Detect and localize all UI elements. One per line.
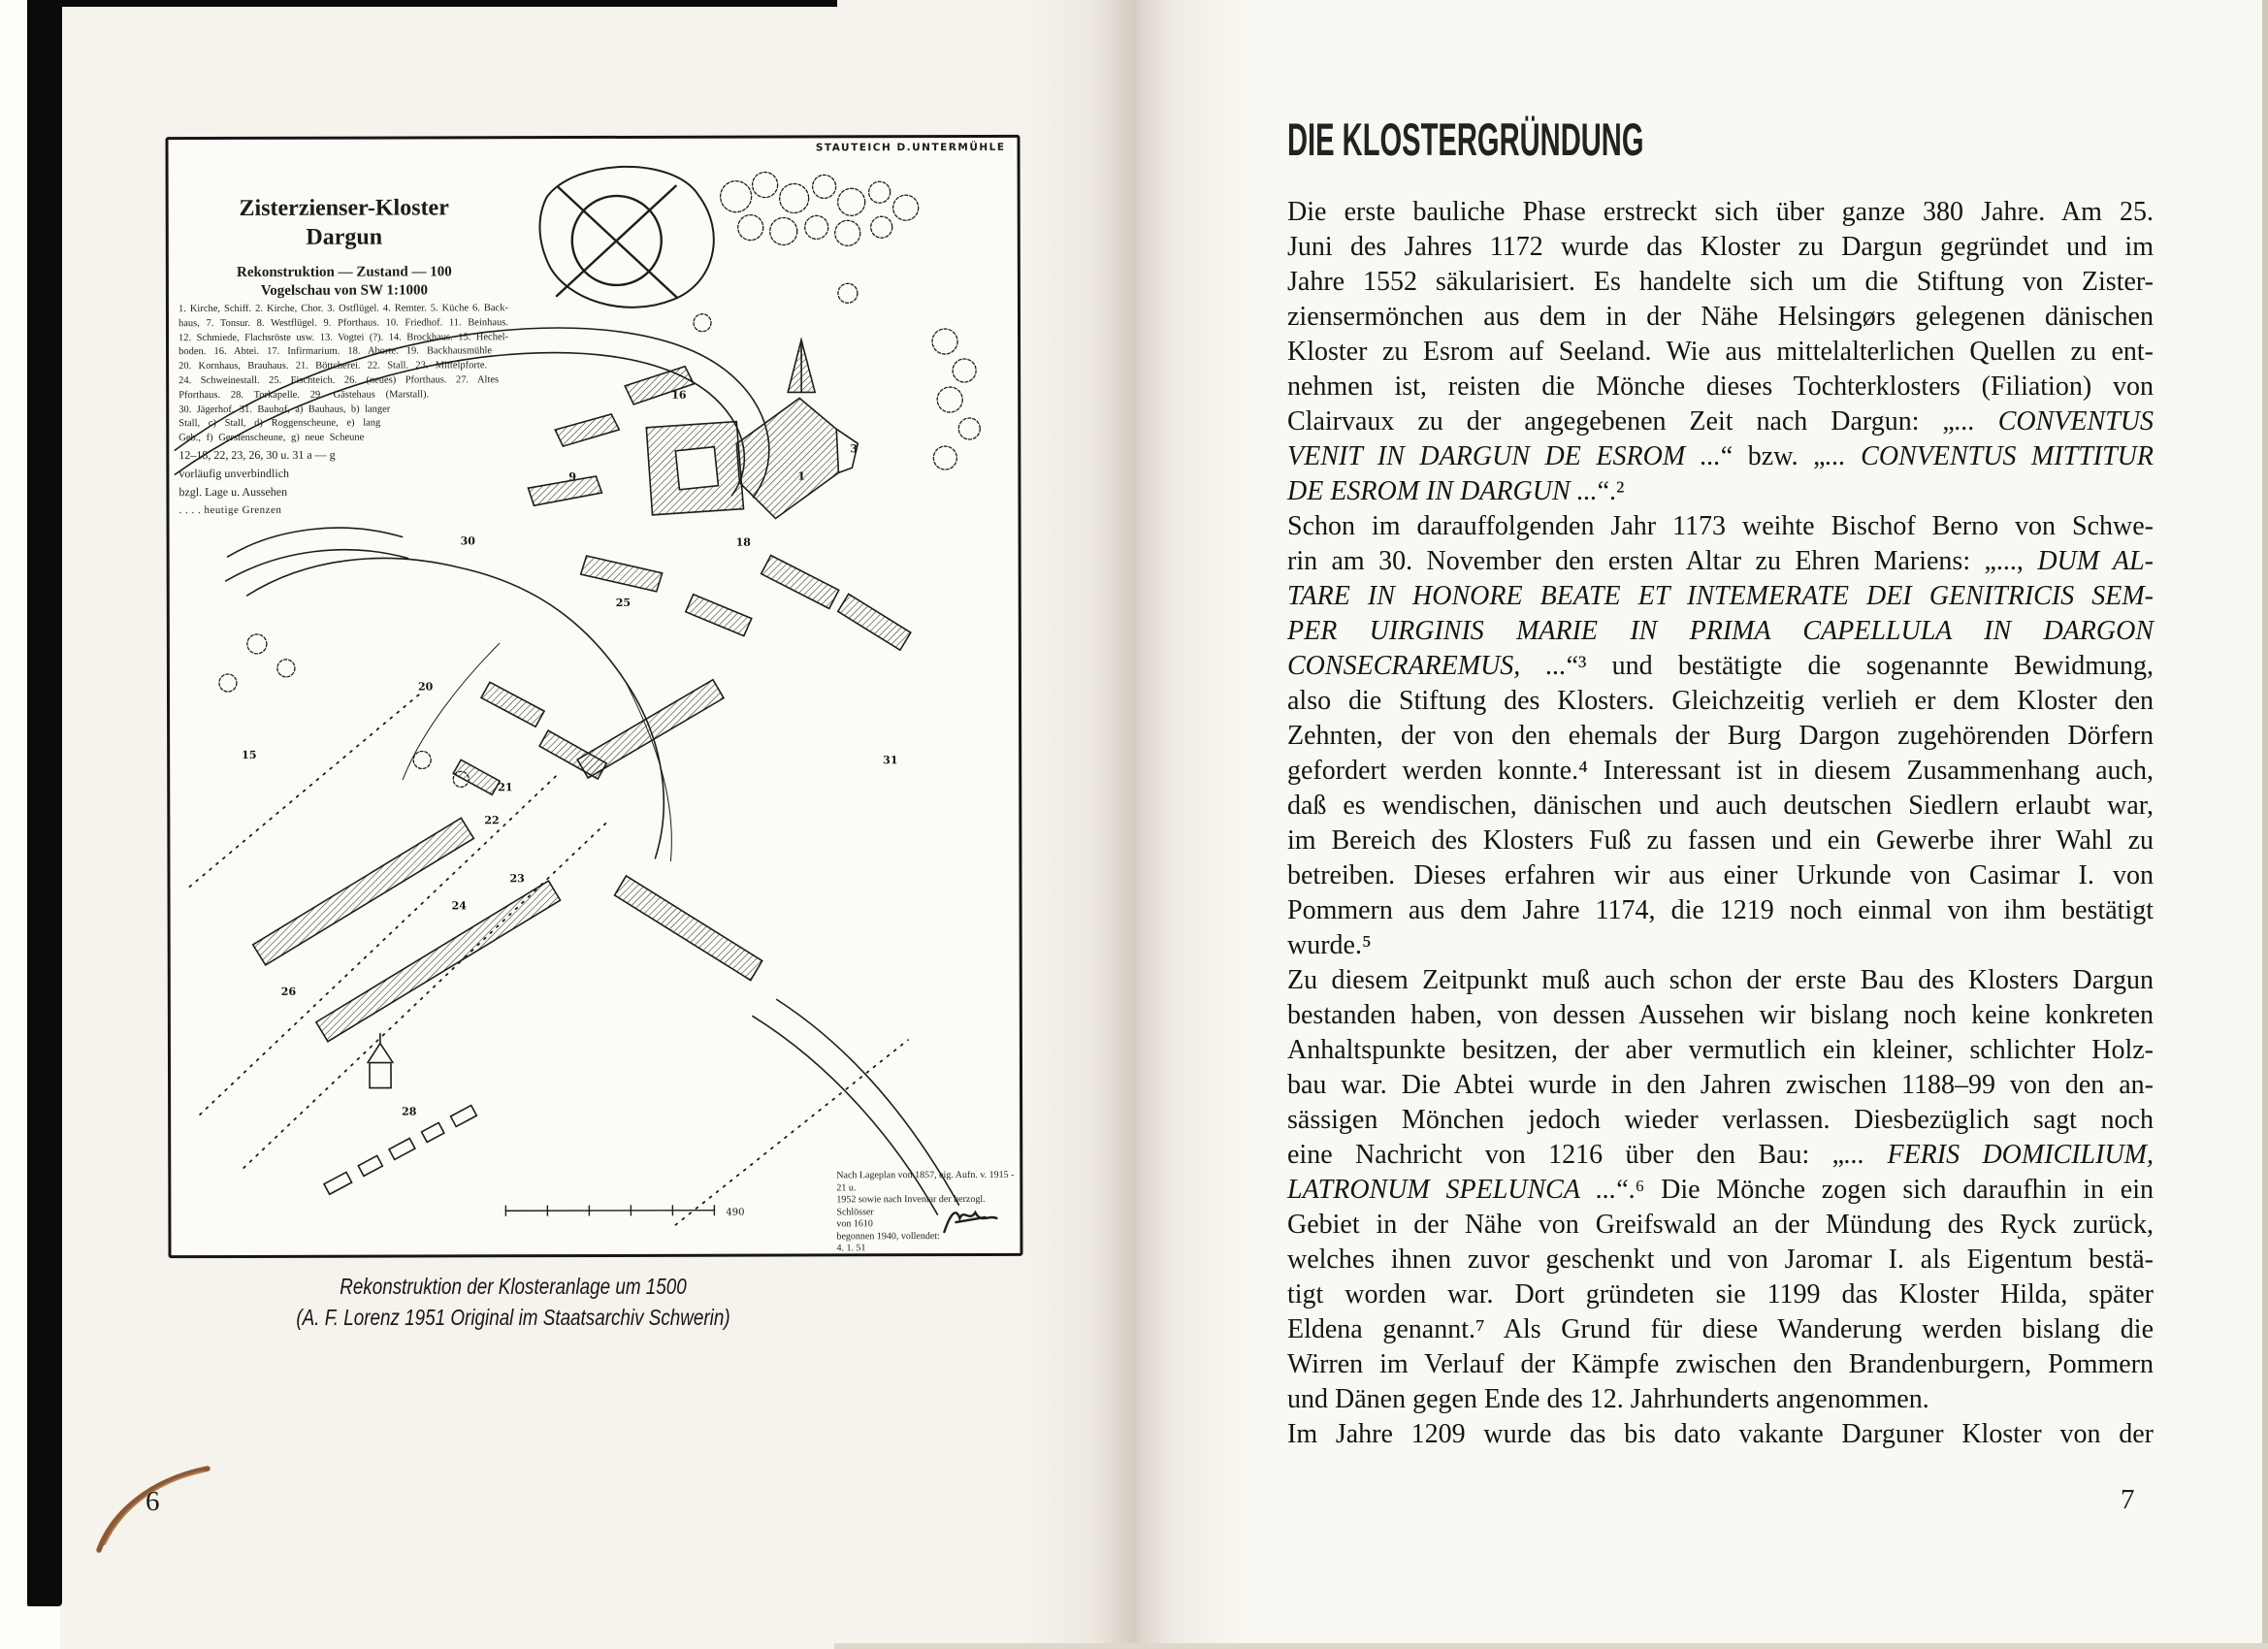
building-number: 30 <box>460 534 475 548</box>
building-number: 9 <box>568 470 577 484</box>
scan-edge-top <box>27 0 837 7</box>
source-note-line: 1952 sowie nach Inventar der herzogl. Schlösser <box>836 1193 986 1217</box>
figure-frame <box>165 135 1022 1258</box>
building-number: 25 <box>615 596 632 609</box>
body-line: rin am 30. November den ersten Altar zu Ehren Mariens: „..., DUM AL- <box>1287 546 2154 576</box>
body-line: ziensermönchen aus dem in der Nähe Helsingørs gelegenen dänischen <box>1287 302 2154 332</box>
page-number-right: 7 <box>2121 1484 2135 1515</box>
body-line: Anhaltspunkte besitzen, der aber vermutlich ein kleiner, schlichter Holz- <box>1287 1035 2154 1065</box>
body-line: Zu diesem Zeitpunkt muß auch schon der erste Bau des Klosters Dargun <box>1287 965 2154 995</box>
source-note-line: 4. 1. 51 <box>836 1243 866 1254</box>
body-line: Clairvaux zu der angegebenen Zeit nach Dargun: „... CONVENTUS <box>1287 406 2154 436</box>
figure-subtitle-line-1: Rekonstruktion — Zustand — 100 <box>236 264 452 281</box>
scan-edge-bottom <box>834 1643 2268 1649</box>
body-line: LATRONUM SPELUNCA ...“.⁶ Die Mönche zogen sich daraufhin in ein <box>1287 1175 2155 1205</box>
legend-line: 24. Schweinestall. 25. Fischteich. 26. (neues) Pforthaus. 27. Altes <box>178 374 500 387</box>
body-line: betreiben. Dieses erfahren wir aus einer Urkunde von Casimar I. von <box>1287 860 2154 890</box>
legend-line: 20. Kornhaus, Brauhaus. 21. Böttcherei. 22. Stall. 23. Mittelpforte. <box>178 360 488 372</box>
building-number: 26 <box>280 985 297 998</box>
body-line: Wirren im Verlauf der Kämpfe zwischen den Brandenburgern, Pommern <box>1287 1349 2154 1379</box>
body-line: gefordert werden konnte.⁴ Interessant ist in diesem Zusammenhang auch, <box>1287 756 2154 786</box>
body-line: bau war. Die Abtei wurde in den Jahren zwischen 1188–99 von den an- <box>1287 1070 2154 1100</box>
body-line: eine Nachricht von 1216 über den Bau: „... FERIS DOMICILIUM, <box>1287 1140 2154 1170</box>
source-note <box>836 1170 1015 1255</box>
abbey-church <box>736 340 838 518</box>
building-number: 18 <box>735 535 751 549</box>
legend-line: Stall, c) Stall, d) Roggenscheune, e) lang <box>178 417 381 430</box>
source-note-line: Nach Lageplan von 1857, eig. Aufn. v. 1915 - 21 u. <box>836 1169 1015 1193</box>
scale-label: 490 <box>726 1207 745 1218</box>
body-line: PER UIRGINIS MARIE IN PRIMA CAPELLULA IN DARGON <box>1287 616 2154 646</box>
body-line: sässigen Mönchen jedoch wieder verlassen. Diesbezüglich sagt noch <box>1287 1105 2154 1135</box>
body-line: bestanden haben, von dessen Aussehen wir bislang noch keine konkreten <box>1287 1000 2154 1030</box>
body-line: welches ihnen zuvor geschenkt und von Jaromar I. als Eigentum bestä- <box>1287 1245 2154 1275</box>
note-line: vorläufig unverbindlich <box>178 466 290 481</box>
body-line: im Bereich des Klosters Fuß zu fassen und ein Gewerbe ihrer Wahl zu <box>1287 825 2154 856</box>
body-line: also die Stiftung des Klosters. Gleichzeitig verlieh er dem Kloster den <box>1287 686 2154 716</box>
boundary-note: . . . . heutige Grenzen <box>178 503 282 517</box>
body-line: daß es wendischen, dänischen und auch deutschen Siedlern erlaubt war, <box>1287 791 2154 821</box>
building-number: 3 <box>850 442 859 456</box>
body-text <box>1287 195 2154 1452</box>
boundary-dotted-lines <box>189 691 908 1226</box>
source-note-line: von 1610 <box>836 1218 873 1230</box>
body-line: Pommern aus dem Jahre 1174, die 1219 noch einmal von ihm bestätigt <box>1287 895 2154 925</box>
building-number: 28 <box>402 1105 417 1118</box>
figure-title <box>204 195 485 300</box>
body-line: Die erste bauliche Phase erstreckt sich über ganze 380 Jahre. Am 25. <box>1287 197 2154 227</box>
building-number: 15 <box>242 748 257 761</box>
page-number-left: 6 <box>146 1486 160 1517</box>
scan-edge-right <box>2262 0 2268 1649</box>
body-line: VENIT IN DARGUN DE ESROM ...“ bzw. „... CONVENTUS MITTITUR <box>1287 441 2154 471</box>
building-number: 20 <box>417 680 434 694</box>
figure-legend <box>178 302 508 446</box>
legend-line: haus, 7. Tonsur. 8. Westflügel. 9. Pforthaus. 10. Friedhof. 11. Beinhaus. <box>178 317 509 329</box>
body-line: Juni des Jahres 1172 wurde das Kloster zu Dargun gegründet und im <box>1287 232 2154 262</box>
body-line: wurde.⁵ <box>1287 930 1372 960</box>
scan-edge-left <box>27 0 62 1606</box>
building-number: 16 <box>671 388 687 402</box>
figure-note <box>178 446 335 501</box>
legend-line: 30. Jägerhof. 31. Bauhof, a) Bauhaus, b) langer <box>178 404 391 415</box>
building-number: 23 <box>509 872 525 886</box>
body-line: Jahre 1552 säkularisiert. Es handelte sich um die Stiftung von Zister- <box>1287 267 2154 297</box>
building-number: 31 <box>883 754 898 767</box>
caption-line-2: (A. F. Lorenz 1951 Original im Staatsarchiv Schwerin) <box>296 1305 730 1330</box>
body-line: DE ESROM IN DARGUN ...“.² <box>1287 476 1625 506</box>
body-line: Kloster zu Esrom auf Seeland. Wie aus mittelalterlichen Quellen zu ent- <box>1287 337 2154 367</box>
building-number: 21 <box>498 781 513 794</box>
body-line: nehmen ist, reisten die Mönche dieses Tochterklosters (Filiation) von <box>1287 372 2154 402</box>
body-line: Im Jahre 1209 wurde das bis dato vakante Darguner Kloster von der <box>1287 1419 2154 1449</box>
legend-line: 1. Kirche, Schiff. 2. Kirche, Chor. 3. Ostflügel. 4. Remter. 5. Küche 6. Back- <box>178 303 508 315</box>
body-line: TARE IN HONORE BEATE ET INTEMERATE DEI GENITRICIS SEM- <box>1287 581 2154 611</box>
figure-title-line-2: Dargun <box>306 224 383 250</box>
legend-line: Pforthaus. 28. Torkapelle. 29. Gästehaus (Marstall). <box>178 389 430 401</box>
note-line: 12–18, 22, 23, 26, 30 u. 31 a — g <box>178 447 336 463</box>
body-line: CONSECRAREMUS, ...“³ und bestätigte die sogenannte Bewidmung, <box>1287 651 2155 681</box>
source-note-line: begonnen 1940, vollendet: <box>836 1230 940 1242</box>
gutter-shadow <box>1026 0 1249 1649</box>
note-line: bzgl. Lage u. Aussehen <box>178 484 288 500</box>
legend-line: 12. Schmiede, Flachsröste usw. 13. Vogtei (?). 14. Brockhaus. 15. Hechel- <box>178 331 509 343</box>
building-number: 1 <box>797 469 806 483</box>
plate-label: STAUTEICH D.UNTERMÜHLE <box>815 141 1006 154</box>
legend-line: boden. 16. Abtei. 17. Infirmarium. 18. Aborte. 19. Backhausmühle <box>178 345 493 358</box>
village-row <box>324 1033 477 1194</box>
body-line: Eldena genannt.⁷ Als Grund für diese Wanderung werden bislang die <box>1287 1314 2154 1344</box>
caption-line-1: Rekonstruktion der Klosteranlage um 1500 <box>340 1274 687 1299</box>
building-number: 24 <box>451 899 467 913</box>
body-line: Gebiet in der Nähe von Greifswald an der Mündung des Ryck zurück, <box>1287 1210 2154 1240</box>
body-line: und Dänen gegen Ende des 12. Jahrhunderts angenommen. <box>1287 1384 1929 1414</box>
figure-subtitle-line-2: Vogelschau von SW 1:1000 <box>260 282 428 300</box>
building-number: 22 <box>484 814 500 827</box>
scale-bar <box>505 1206 714 1216</box>
figure-caption <box>125 1271 901 1333</box>
legend-line: Geb., f) Gerstenscheune, g) neue Scheune <box>178 432 365 444</box>
section-heading: DIE KLOSTERGRÜNDUNG <box>1287 113 1644 165</box>
body-line: tigt worden war. Dort gründeten sie 1199 das Kloster Hilda, später <box>1287 1279 2154 1310</box>
body-line: Schon im darauffolgenden Jahr 1173 weihte Bischof Berno von Schwe- <box>1287 511 2154 541</box>
body-line: Zehnten, der von den ehemals der Burg Dargon zugehörenden Dörfern <box>1287 721 2154 751</box>
figure-title-line-1: Zisterzienser-Kloster <box>239 195 449 221</box>
